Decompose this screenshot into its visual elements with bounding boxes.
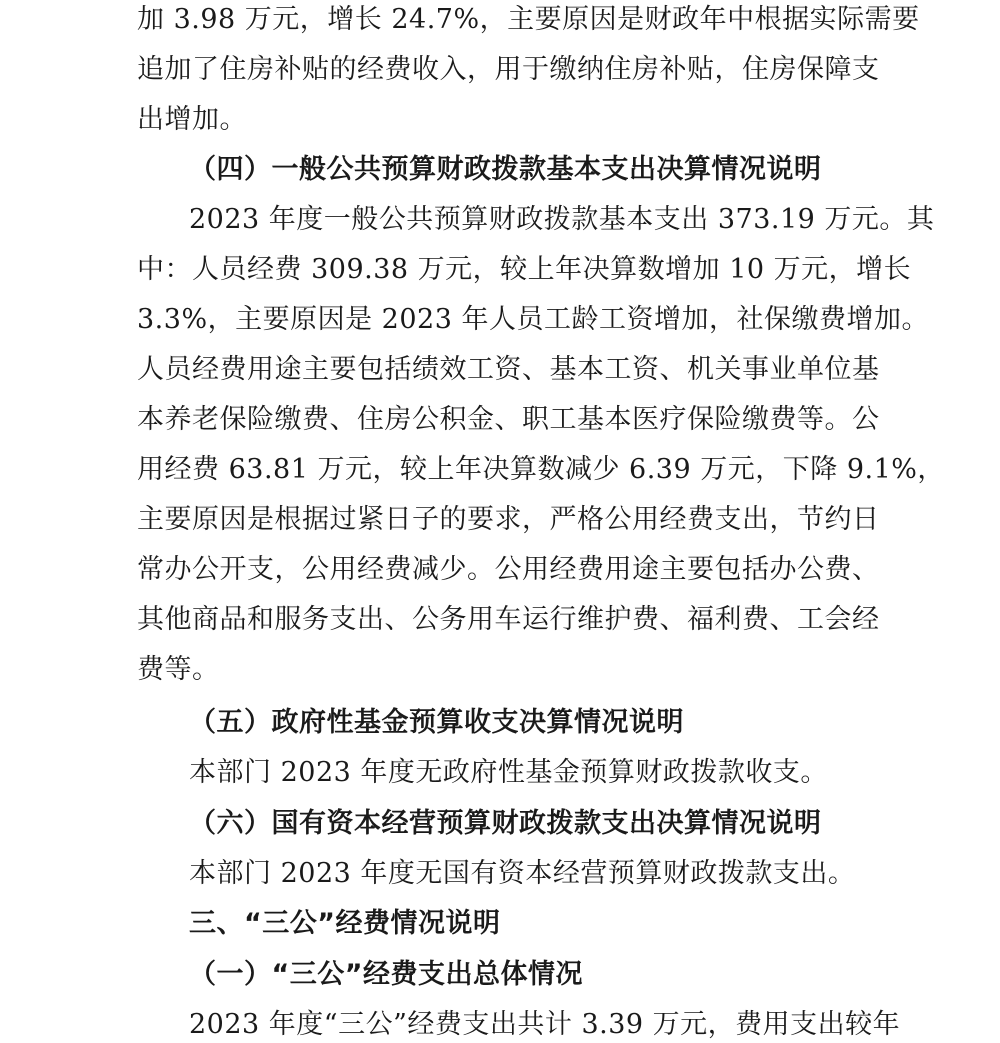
section-4-line-9: 其他商品和服务支出、公务用车运行维护费、福利费、工会经 <box>137 604 880 635</box>
housing-line-1: 加 3.98 万元，增长 24.7%，主要原因是财政年中根据实际需要 <box>137 4 920 35</box>
section-6-heading: （六）国有资本经营预算财政拨款支出决算情况说明 <box>189 808 822 839</box>
section-4-line-4: 人员经费用途主要包括绩效工资、基本工资、机关事业单位基 <box>137 354 880 385</box>
section-4-line-8: 常办公开支，公用经费减少。公用经费用途主要包括办公费、 <box>137 554 880 585</box>
section-4-line-6: 用经费 63.81 万元，较上年决算数减少 6.39 万元，下降 9.1%， <box>137 454 945 485</box>
section-5-line-1: 本部门 2023 年度无政府性基金预算财政拨款收支。 <box>189 757 828 788</box>
part-3-subheading: （一）“三公”经费支出总体情况 <box>189 959 583 990</box>
section-5-heading: （五）政府性基金预算收支决算情况说明 <box>189 707 684 738</box>
housing-line-3: 出增加。 <box>137 104 247 135</box>
section-6-line-1: 本部门 2023 年度无国有资本经营预算财政拨款支出。 <box>189 858 856 889</box>
section-4-line-5: 本养老保险缴费、住房公积金、职工基本医疗保险缴费等。公 <box>137 404 880 435</box>
part-3-line-1: 2023 年度“三公”经费支出共计 3.39 万元，费用支出较年 <box>189 1009 901 1040</box>
part-3-heading: 三、“三公”经费情况说明 <box>189 908 501 939</box>
section-4-line-2: 中：人员经费 309.38 万元，较上年决算数增加 10 万元，增长 <box>137 254 912 285</box>
section-4-line-1: 2023 年度一般公共预算财政拨款基本支出 373.19 万元。其 <box>189 204 935 235</box>
section-4-line-10: 费等。 <box>137 654 220 685</box>
section-4-line-3: 3.3%，主要原因是 2023 年人员工龄工资增加，社保缴费增加。 <box>137 304 929 335</box>
housing-line-2: 追加了住房补贴的经费收入，用于缴纳住房补贴，住房保障支 <box>137 54 880 85</box>
section-4-heading: （四）一般公共预算财政拨款基本支出决算情况说明 <box>189 154 822 185</box>
section-4-line-7: 主要原因是根据过紧日子的要求，严格公用经费支出，节约日 <box>137 504 880 535</box>
